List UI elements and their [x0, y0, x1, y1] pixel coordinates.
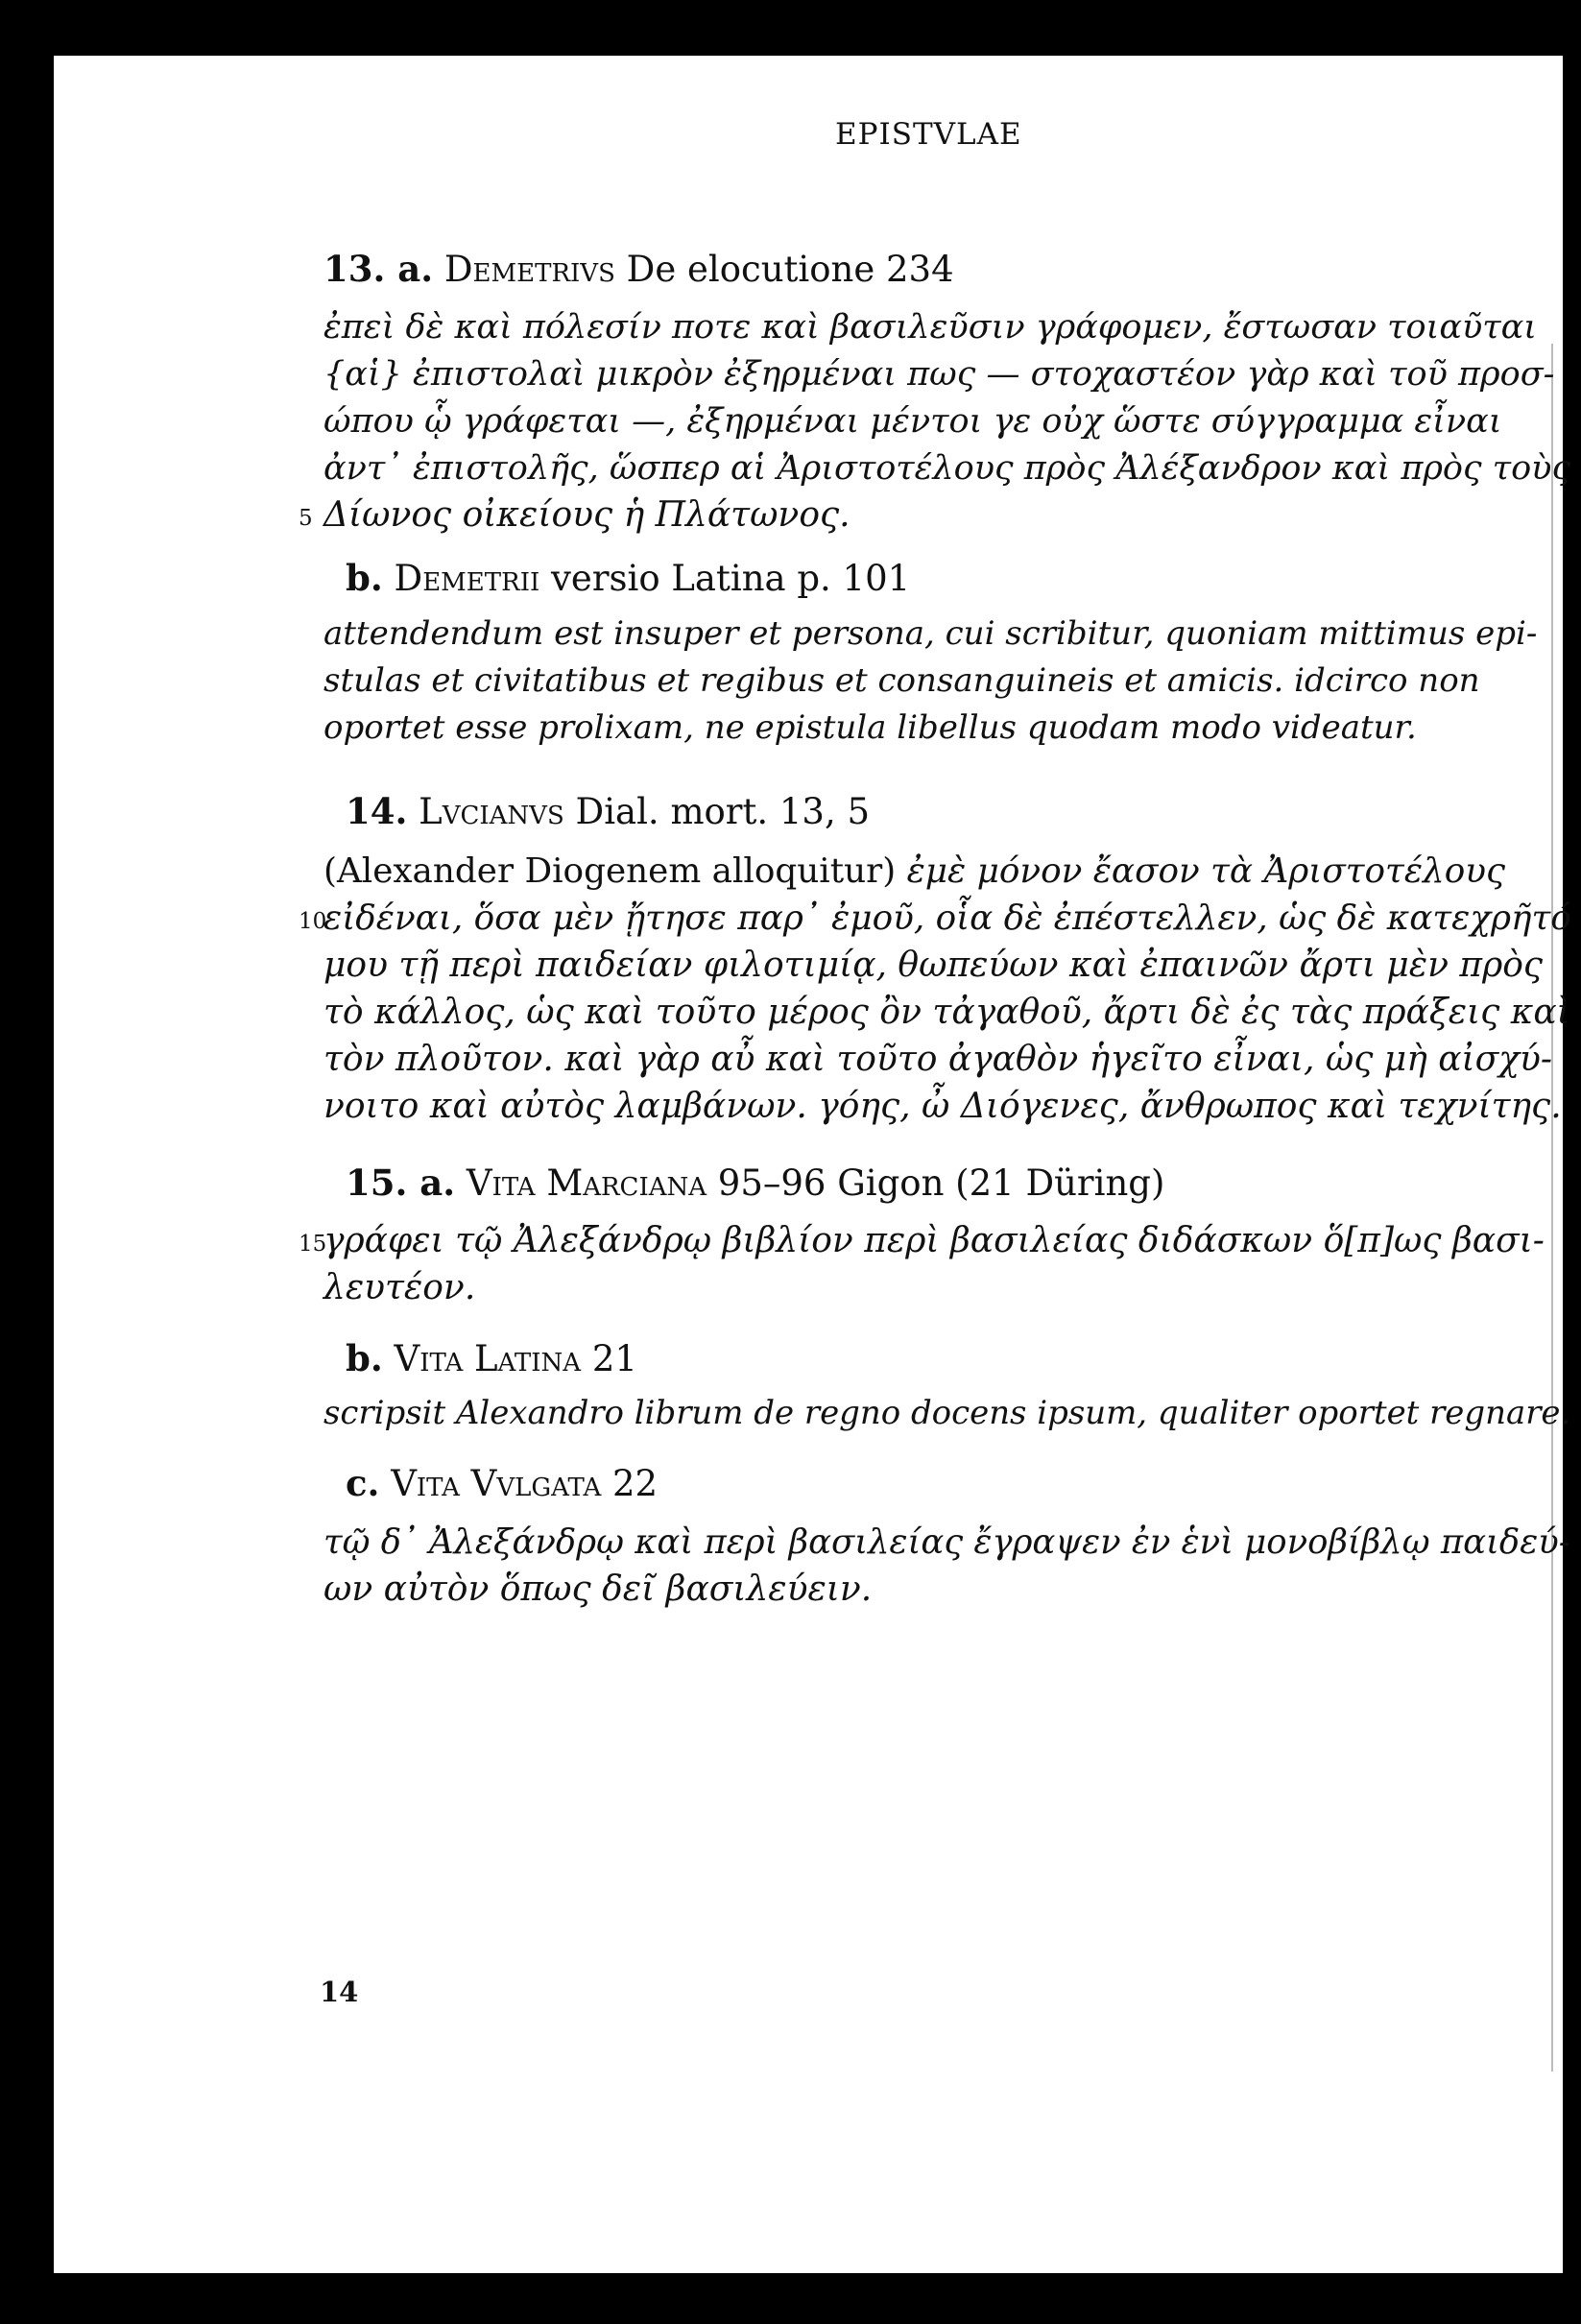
section-number: 15. a.: [346, 1162, 456, 1204]
running-header: EPISTVLAE: [835, 117, 1022, 152]
author-name: Demetrivs: [443, 249, 615, 290]
author-name: Vita Vvlgata: [391, 1463, 602, 1504]
text-line: ἀντ᾽ ἐπιστολῆς, ὥσπερ αἱ Ἀριστοτέλους πρὸς Ἀλέξανδρον καὶ πρὸς τοὺς: [323, 448, 1571, 488]
line-number: 10: [299, 909, 327, 934]
text-line: τὸν πλοῦτον. καὶ γὰρ αὖ καὶ τοῦτο ἀγαθὸν ἡγεῖτο εἶναι, ὡς μὴ αἰσχύ-: [323, 1040, 1553, 1079]
text-14: [299, 848, 1571, 1130]
section-number: b.: [346, 557, 383, 599]
work-title: 21: [591, 1338, 637, 1379]
heading-13b: [346, 557, 910, 599]
text-line: ων αὐτὸν ὅπως δεῖ βασιλεύειν.: [323, 1569, 873, 1609]
text-15c: [323, 1519, 1570, 1613]
line-number: 15: [299, 1232, 327, 1257]
heading-15c: [346, 1462, 658, 1504]
intro-note: (Alexander Diogenem alloquitur): [323, 851, 897, 891]
text-line: 5 Δίωνος οἰκείους ἡ Πλάτωνος.: [323, 491, 1570, 539]
text-line: {αἱ} ἐπιστολαὶ μικρὸν ἐξηρμέναι πως — στοχαστέον γὰρ καὶ τοῦ προσ-: [323, 354, 1555, 394]
author-name: Demetrii: [394, 558, 540, 599]
author-name: Vita Marciana: [466, 1162, 707, 1204]
section-number: b.: [346, 1337, 383, 1379]
heading-13a: [323, 248, 954, 290]
text-line: scripsit Alexandro librum de regno docens ipsum, qualiter oportet regnare.: [323, 1394, 1571, 1432]
work-title: De elocutione 234: [626, 249, 954, 290]
work-title: 22: [611, 1463, 659, 1504]
text-line: 15 γράφει τῷ Ἀλεξάνδρῳ βιβλίον περὶ βασιλείας διδάσκων ὅ[π]ως βασι-: [323, 1217, 1545, 1264]
text-line: νοιτο καὶ αὐτὸς λαμβάνων. γόης, ὦ Διόγενες, ἄνθρωπος καὶ τεχνίτης.: [323, 1087, 1562, 1126]
text-line: (Alexander Diogenem alloquitur) ἐμὲ μόνον ἔασον τὰ Ἀριστοτέλους: [323, 851, 1506, 891]
author-name: Vita Latina: [394, 1338, 582, 1379]
text-13a: [299, 303, 1571, 539]
section-number: c.: [346, 1462, 380, 1504]
page-number: 14: [320, 1976, 359, 2008]
text-line: τῷ δ᾽ Ἀλεξάνδρῳ καὶ περὶ βασιλείας ἔγραψεν ἐν ἑνὶ μονοβίβλῳ παιδεύ-: [323, 1522, 1570, 1562]
section-number: 14.: [346, 790, 408, 832]
text-line: ἐπεὶ δὲ καὶ πόλεσίν ποτε καὶ βασιλεῦσιν γράφομεν, ἔστωσαν τοιαῦται: [323, 307, 1538, 347]
work-title: Dial. mort. 13, 5: [575, 791, 871, 832]
line-number: 5: [299, 506, 313, 531]
text-line: attendendum est insuper et persona, cui scribitur, quoniam mittimus epi-: [323, 614, 1538, 653]
text-line: μου τῇ περὶ παιδείαν φιλοτιμίᾳ, θωπεύων καὶ ἐπαινῶν ἄρτι μὲν πρὸς: [323, 946, 1544, 985]
heading-15a: [346, 1162, 1164, 1204]
text-line: ώπου ᾧ γράφεται —, ἐξηρμέναι μέντοι γε οὐχ ὥστε σύγγραμμα εἶναι: [323, 401, 1502, 441]
text-line: 10 εἰδέναι, ὅσα μὲν ᾔτησε παρ᾽ ἐμοῦ, οἷα δὲ ἐπέστελλεν, ὡς δὲ κατεχρῆτό: [323, 895, 1571, 942]
text-13b: [323, 611, 1537, 752]
author-name: Lvcianvs: [419, 791, 564, 832]
work-title: 95–96 Gigon (21 Düring): [717, 1162, 1165, 1204]
text-line: stulas et civitatibus et regibus et consanguineis et amicis. idcirco non: [323, 661, 1480, 700]
text-15b: [323, 1390, 1570, 1437]
text-line: λευτέον.: [323, 1268, 476, 1307]
text-line: oportet esse prolixam, ne epistula libellus quodam modo videatur.: [323, 708, 1417, 747]
heading-15b: [346, 1337, 637, 1379]
text-line: τὸ κάλλος, ὡς καὶ τοῦτο μέρος ὂν τἀγαθοῦ, ἄρτι δὲ ἐς τὰς πράξεις καὶ: [323, 993, 1570, 1032]
text-15a: [299, 1217, 1545, 1311]
heading-14: [346, 790, 870, 832]
page-edge-line: [1551, 344, 1553, 2072]
section-number: 13. a.: [323, 248, 434, 290]
work-title: versio Latina p. 101: [551, 558, 911, 599]
